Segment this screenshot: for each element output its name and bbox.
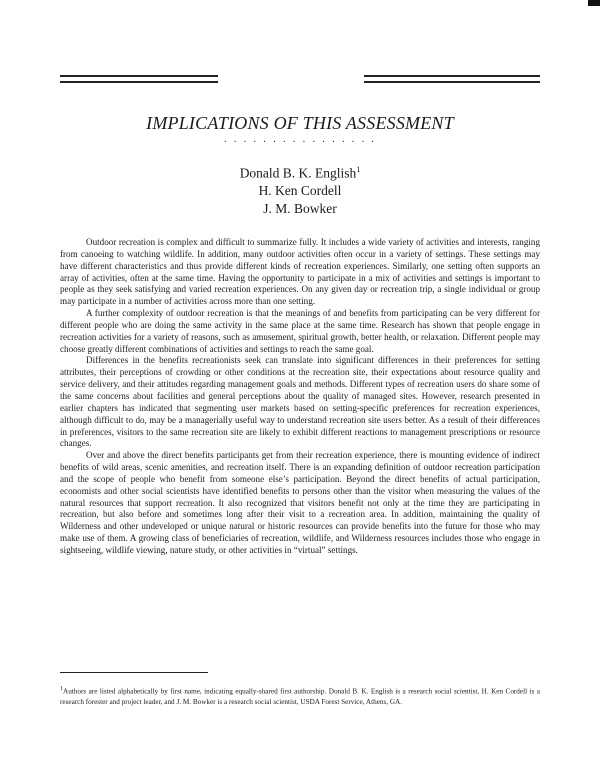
footnote-mark: 1	[60, 686, 63, 692]
title-dot-leader: · · · · · · · · · · · · · · · ·	[223, 137, 377, 148]
paragraph-1: Outdoor recreation is complex and difficult to summarize fully. It includes a wide variety of activities and interests, ranging from canoeing to watching wildlife. In addition, many outdoor activities often occur in a variety of settings. These settings may have different characteristics and thus provide different kinds of recreation experiences. Similarly, one setting often supports an array of activities, often at the same time. Having the opportunity to participate in a mix of activities and settings is important to people as they seek satisfying and varied recreation experiences. On any given day or recreation trip, a single individual or group may participate in a number of activities across more than one setting.	[60, 237, 540, 307]
author-line-1	[0, 165, 600, 182]
author-line-2	[0, 183, 600, 199]
paragraph-3: Differences in the benefits recreationists seek can translate into significant differences in their preferences for setting attributes, their perceptions of crowding or other conditions at the recreation site, their expectations about resource quality and service delivery, and their attitudes regarding management goals and methods. Different types of recreation users do share some of the same concerns about facilities and general perceptions about the quality of managed sites. However, research presented in earlier chapters has indicated that segmenting user markets based on setting-specific preferences for recreation experiences, although difficult to do, may be a managerially useful way to understand recreation site users better. As a result of their differences in preferences, visitors to the same recreation site are likely to exhibit different reactions to management prescriptions or resource changes.	[60, 355, 540, 449]
paragraph-4: Over and above the direct benefits participants get from their recreation experience, there is mounting evidence of indirect benefits of wild areas, scenic amenities, and recreation itself. There is an expanding definition of outdoor recreation participation and the scope of people who benefit from someone else’s participation. Beyond the direct benefits of actual participation, economists and other social scientists have identified benefits to persons other than the visitor when measuring the values of the natural resources that support recreation. It also recognized that visitors benefit not only at the time they are participating in recreation, but also before and sometimes long after their visit to a recreation area. In addition, maintaining the quality of Wilderness and other undeveloped or unique natural or historic resources can provide benefits into the future for those who may make use of them. A growing class of beneficiaries of recreation, wildlife, and Wilderness resources includes those who engage in sightseeing, wildlife viewing, nature study, or other activities in “virtual” settings.	[60, 450, 540, 555]
page-corner-mark	[588, 0, 600, 6]
author-name: Donald B. K. English	[239, 165, 357, 181]
author-name: J. M. Bowker	[263, 201, 337, 216]
chapter-title: IMPLICATIONS OF THIS ASSESSMENT	[146, 113, 454, 133]
header-rule-right-top	[364, 75, 540, 77]
header-rule-left-bottom	[60, 81, 218, 83]
author-line-3	[0, 201, 600, 217]
footnote	[60, 684, 540, 707]
author-footnote-mark: 1	[356, 165, 361, 174]
author-name: H. Ken Cordell	[258, 183, 342, 198]
footnote-separator	[60, 672, 208, 673]
header-rule-right-bottom	[364, 81, 540, 83]
body-text	[60, 237, 540, 557]
header-rule-left-top	[60, 75, 218, 77]
chapter-banner-graphic	[218, 58, 364, 98]
paragraph-2: A further complexity of outdoor recreation is that the meanings of and benefits from participating can be very different for different people who are doing the same activity in the same place at the same time. Research has shown that people engage in recreation activities for a variety of reasons, such as amusement, spiritual growth, better health, or relaxation. Different people may choose greatly different combinations of activities and settings to reach the same goal.	[60, 308, 540, 354]
footnote-text: Authors are listed alphabetically by first name, indicating equally-shared first authorship. Donald B. K. English is a research social scientist, H. Ken Cordell is a research forester and project leader, and J. M. Bowker is a research social scientist, USDA Forest Service, Athens, GA.	[60, 687, 540, 706]
